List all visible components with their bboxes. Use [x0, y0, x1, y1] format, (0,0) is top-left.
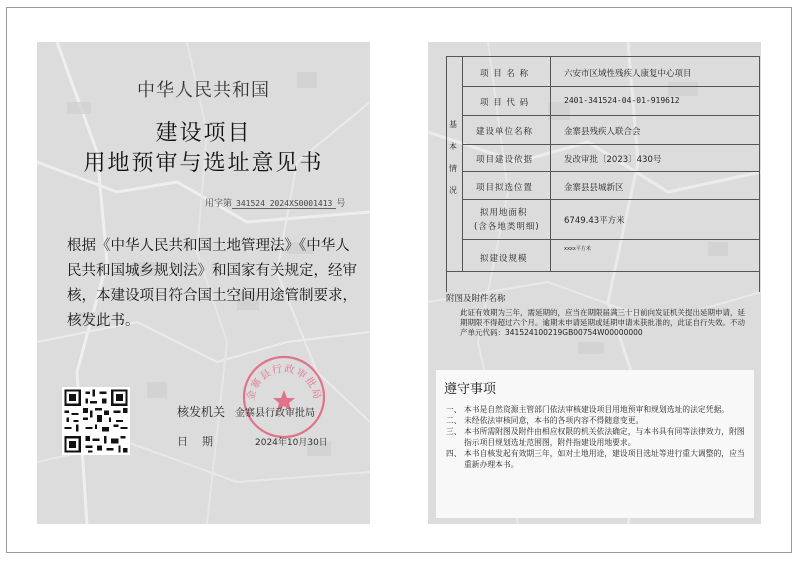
official-seal-stamp — [241, 354, 327, 440]
row-value-location: 金寨县县城新区 — [564, 183, 624, 193]
country-name: 中华人民共和国 — [137, 80, 270, 101]
row-value-scale: xxxx平方米 — [564, 246, 591, 252]
row-label-area-note: (含各地类明细) — [474, 222, 540, 232]
document-title-line1: 建设项目 — [155, 121, 252, 146]
certificate-body-text: 根据《中华人民共和国土地管理法》《中华人民共和国城乡规划法》和国家有关规定，经审核，本建设项目符合国土空间用途管制要求，核发此书。 — [67, 238, 357, 329]
document-title-line2: 用地预审与选址意见书 — [83, 151, 324, 176]
svg-text:金寨县行政审批局: 金寨县行政审批局 — [245, 363, 323, 402]
number-value: 341524 2024XS0001413 — [232, 199, 336, 209]
list-item: 四、 本书自核发起有效期三年，如对土地用途，建设项目选址等进行重大调整的，应当重新办理本书。 — [446, 449, 745, 469]
list-item: 三、 本书所需附图及附件由相应权限的机关依法确定，与本书具有同等法律效力，附图指示项目规划选址范围图，附件指建设用地要求。 — [446, 427, 745, 447]
row-label-unit-name: 建设单位名称 — [476, 127, 534, 137]
number-suffix: 号 — [336, 199, 346, 209]
attachment-title: 附图及附件名称 — [446, 294, 506, 304]
row-label-basis: 项目建设依据 — [476, 155, 534, 165]
certificate-front-page — [37, 42, 370, 524]
issue-date: 2024年10月30日 — [255, 438, 328, 448]
issuer-label: 核发机关 — [177, 405, 226, 419]
attachment-text: 此证有效期为三年，需延期的，应当在期限届满三十日前向发证机关提出延期申请，延期期限不得超过六个月。逾期未申请延期或延期申请未获批准的，此证自行失效。不动产单元代码：341524100219GB00754W00000000 — [460, 308, 745, 337]
obey-list — [446, 404, 746, 470]
certificate-back-page — [428, 42, 761, 524]
issuer-name: 金寨县行政审批局 — [235, 408, 315, 419]
date-label: 日期 — [177, 435, 227, 448]
obey-title: 遵守事项 — [444, 382, 497, 397]
list-item: 二、 未经依法审核同意，本书的各项内容不得随意变更。 — [446, 416, 644, 425]
section-label-basic-info: 基 本 情 况 — [449, 120, 457, 195]
row-label-area: 拟用地面积 — [480, 208, 528, 218]
list-item: 一、 本书是自然资源主管部门依法审核建设项目用地预审和规划选址的法定凭据。 — [446, 405, 730, 414]
row-value-project-code: 2401-341524-04-01-919612 — [564, 96, 680, 105]
number-prefix: 用字第 — [205, 199, 233, 209]
row-label-project-code: 项 目 代 码 — [480, 98, 530, 108]
basic-info-table — [446, 56, 760, 292]
row-label-location: 项目拟选位置 — [476, 183, 534, 193]
qr-code — [62, 387, 130, 455]
row-value-unit-name: 金寨县残疾人联合会 — [564, 127, 641, 137]
row-value-area: 6749.43平方米 — [564, 216, 625, 226]
row-value-project-name: 六安市区域性残疾人康复中心项目 — [564, 69, 692, 79]
row-label-project-name: 项 目 名 称 — [480, 69, 530, 79]
certificate-number — [205, 196, 345, 209]
row-label-scale: 拟建设规模 — [480, 254, 528, 264]
row-value-basis: 发改审批〔2023〕430号 — [564, 155, 662, 165]
